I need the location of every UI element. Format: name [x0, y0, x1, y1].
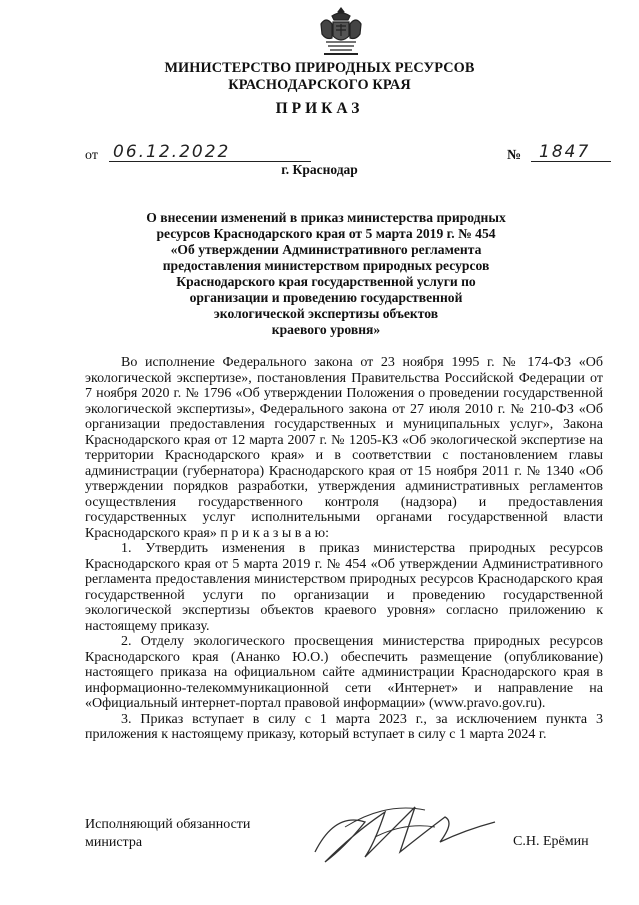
document-type-title: ПРИКАЗ — [275, 100, 364, 117]
position-line1: Исполняющий обязанности — [85, 817, 251, 832]
preamble-paragraph: Во исполнение Федерального закона от 23 ноября 1995 г. № 174-ФЗ «Об экологической экспертизе», постановления Правительства Российской Федерации от 7 ноября 2020 г. № 1796 «Об утверждении Положения о проведении государственной экологической экспертизы», Федерального закона от 27 июля 2010 г. № 210-ФЗ «Об организации предоставления государственных и муниципальных услуг», Закона Краснодарского края от 12 марта 2007 г. № 1205-КЗ «Об экологической экспертизе на территории Краснодарского края» и в соответствии с постановлением главы администрации (губернатора) Краснодарского края от 15 ноября 2011 г. № 1340 «Об утверждении порядков разработки, утверждения административных регламентов осуществления государственного контроля (надзора) и предоставления государственных услуг исполнительными органами государственной власти Краснодарского края» п р и к а з ы в а ю: — [85, 355, 603, 541]
ministry-name — [0, 60, 639, 94]
city: г. Краснодар — [281, 162, 358, 177]
subject-line: организации и проведению государственной — [189, 290, 463, 305]
handwritten-signature — [305, 792, 525, 872]
item-3-paragraph: 3. Приказ вступает в силу с 1 марта 2023 г., за исключением пункта 3 приложения к настоящему приказу, который вступает в силу с 1 марта 2024 г. — [85, 711, 603, 742]
order-subject — [140, 210, 512, 338]
number-value: 1847 — [531, 143, 611, 162]
signatory-position — [85, 816, 250, 852]
subject-line: предоставления министерством природных ресурсов — [162, 258, 490, 273]
signatory-name: С.Н. Ерёмин — [513, 834, 589, 849]
subject-line: О внесении изменений в приказ министерства природных — [146, 210, 506, 225]
ministry-name-line2: КРАСНОДАРСКОГО КРАЯ — [228, 77, 411, 93]
order-body — [85, 355, 603, 743]
subject-line: ресурсов Краснодарского края от 5 марта 2019 г. № 454 — [156, 226, 496, 241]
subject-line: краевого уровня» — [271, 322, 381, 337]
position-line2: министра — [85, 835, 143, 850]
number-label: № — [507, 148, 522, 163]
ministry-name-line1: МИНИСТЕРСТВО ПРИРОДНЫХ РЕСУРСОВ — [164, 60, 475, 76]
item-1-paragraph: 1. Утвердить изменения в приказ министерства природных ресурсов Краснодарского края от 5 марта 2019 г. № 454 «Об утверждении Административного регламента предоставления министерством природных ресурсов Краснодарского края государственной услуги по организации и проведению государственной экологической экспертизы объектов краевого уровня» согласно приложению к настоящему приказу. — [85, 541, 603, 634]
date-value: 06.12.2022 — [109, 143, 311, 162]
date-label: от — [85, 148, 98, 163]
item-2-paragraph: 2. Отделу экологического просвещения министерства природных ресурсов Краснодарского края (Ананко Ю.О.) обеспечить размещение (опубликование) настоящего приказа на официальном сайте администрации Краснодарского края в информационно-телекоммуникационной сети «Интернет» и направление на «Официальный интернет-портал правовой информации» (www.pravo.gov.ru). — [85, 634, 603, 711]
subject-line: экологической экспертизы объектов — [213, 306, 439, 321]
subject-line: Краснодарского края государственной услуги по — [176, 274, 476, 289]
subject-line: «Об утверждении Административного регламента — [170, 242, 482, 257]
coat-of-arms-emblem — [318, 6, 364, 60]
